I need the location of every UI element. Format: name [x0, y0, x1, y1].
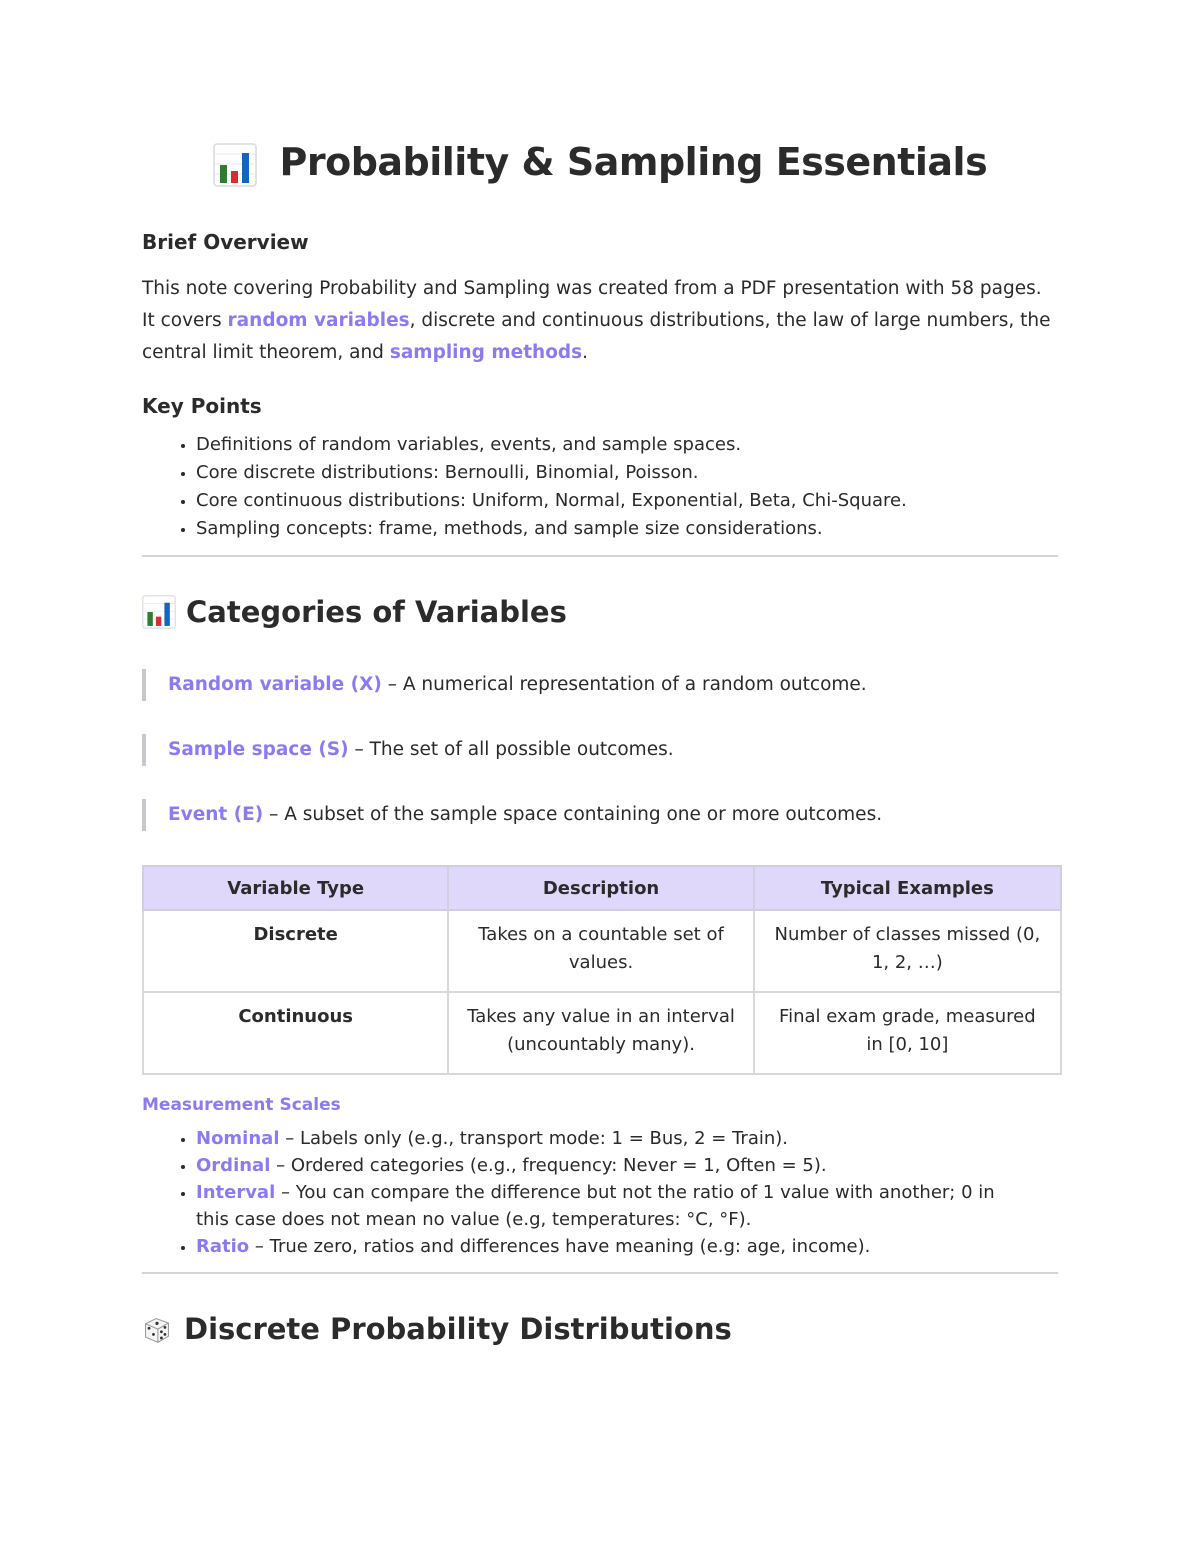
page-title: Probability & Sampling Essentials	[142, 140, 1058, 187]
list-item: • Sampling concepts: frame, methods, and sample size considerations.	[196, 515, 1058, 543]
table-cell: Continuous	[143, 992, 448, 1074]
overview-heading: Brief Overview	[142, 229, 309, 254]
dice-icon	[142, 1315, 172, 1345]
column-header: Typical Examples	[754, 866, 1061, 910]
table-row	[143, 910, 1061, 992]
random-variables-link[interactable]: random variables	[227, 309, 410, 331]
table-row	[143, 992, 1061, 1074]
bar-chart-icon	[213, 143, 257, 187]
table-cell: Takes any value in an interval (uncountably many).	[448, 992, 753, 1074]
key-points-list	[142, 431, 1058, 543]
column-header: Variable Type	[143, 866, 448, 910]
definition-quote: Sample space (S) – The set of all possible outcomes.	[142, 734, 1058, 766]
discrete-heading: Discrete Probability Distributions	[142, 1312, 1058, 1347]
divider	[142, 555, 1058, 557]
sampling-methods-link[interactable]: sampling methods	[389, 341, 583, 363]
table-cell: Number of classes missed (0, 1, 2, …)	[754, 910, 1061, 992]
list-item: • Ratio – True zero, ratios and differences have meaning (e.g: age, income).	[196, 1233, 1058, 1260]
document-page	[142, 140, 1058, 1347]
overview-paragraph: This note covering Probability and Sampling was created from a PDF presentation with 58 pages. It covers random variables, discrete and continuous distributions, the law of large numbers, the central limit theorem, and sampling methods.	[142, 277, 1051, 363]
categories-heading: Categories of Variables	[142, 595, 1058, 630]
measurement-scales-list	[142, 1125, 1058, 1260]
table-header-row	[143, 866, 1061, 910]
list-item: • Nominal – Labels only (e.g., transport mode: 1 = Bus, 2 = Train).	[196, 1125, 1058, 1152]
list-item: • Core discrete distributions: Bernoulli, Binomial, Poisson.	[196, 459, 1058, 487]
list-item: • Ordinal – Ordered categories (e.g., frequency: Never = 1, Often = 5).	[196, 1152, 1058, 1179]
bar-chart-icon	[142, 595, 176, 629]
list-item: • Definitions of random variables, events, and sample spaces.	[196, 431, 1058, 459]
list-item: • Core continuous distributions: Uniform, Normal, Exponential, Beta, Chi-Square.	[196, 487, 1058, 515]
list-item: • Interval – You can compare the difference but not the ratio of 1 value with another; 0 in this case does not mean no value (e.g, temperatures: °C, °F).	[196, 1179, 1016, 1233]
column-header: Description	[448, 866, 753, 910]
definition-quote: Event (E) – A subset of the sample space containing one or more outcomes.	[142, 799, 1058, 831]
key-points-heading: Key Points	[142, 393, 262, 418]
measurement-scales-heading: Measurement Scales	[142, 1095, 341, 1116]
divider	[142, 1272, 1058, 1274]
table-cell: Takes on a countable set of values.	[448, 910, 753, 992]
variable-types-table	[142, 865, 1062, 1075]
table-cell: Final exam grade, measured in [0, 10]	[754, 992, 1061, 1074]
table-cell: Discrete	[143, 910, 448, 992]
definition-quote: Random variable (X) – A numerical representation of a random outcome.	[142, 669, 1058, 701]
